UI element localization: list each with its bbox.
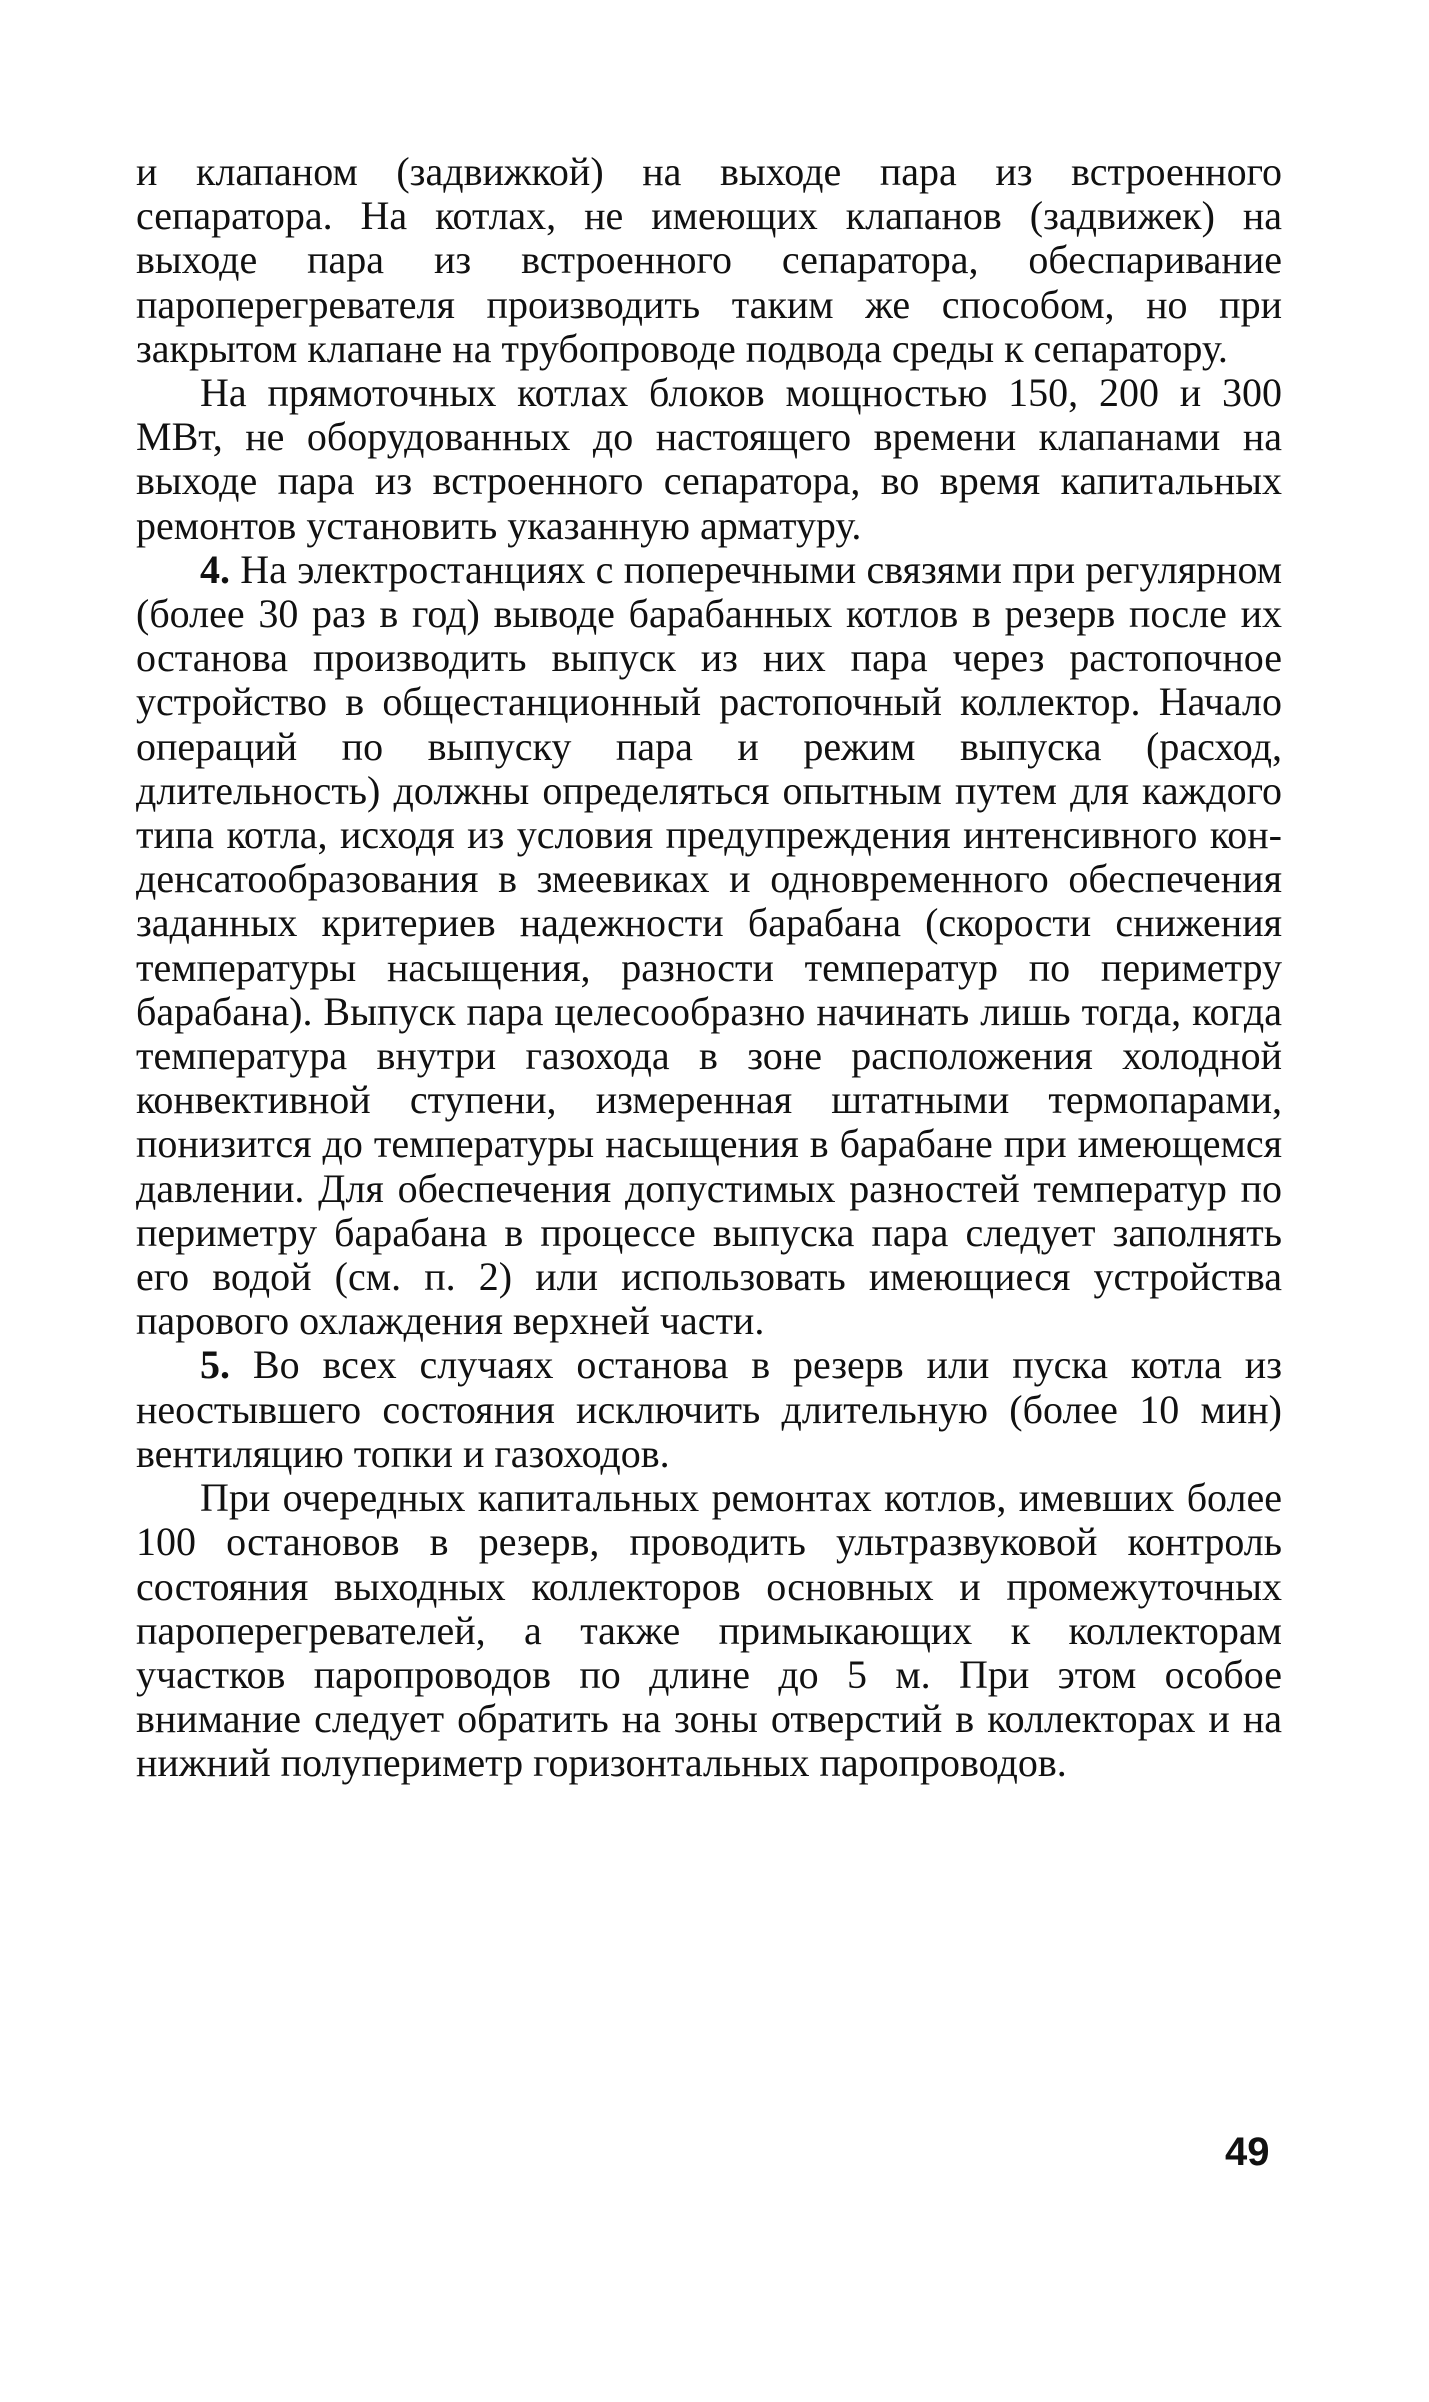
paragraph-text: На прямоточных котлах блоков мощностью 150, 200 и 300 МВт, не оборудованных до настоящего времени клапанами на выходе пара из встроенного сепаратора, во время капитальных ремонтов установить указанную арматуру. [136,370,1282,548]
paragraph-continuation [136,150,1282,371]
page-body [136,150,1282,1786]
paragraph-direct-flow-boilers [136,371,1282,548]
paragraph-text: При очередных капитальных ремонтах котлов, имевших более 100 остановов в резерв, проводить ультразвуковой контроль состояния выходных коллекторов основных и промежуточных пароперегревателей, а также примыкающих к коллекторам участков паропроводов по длине до 5 м. При этом особое внимание следует обратить на зоны отверстий в коллекторах и на нижний полупериметр горизонтальных паропроводов. [136,1475,1282,1786]
paragraph-number: 4. [200,546,230,592]
paragraph-item-4 [136,548,1282,1344]
paragraph-text: На электростанциях с поперечными связями при регулярном (более 30 раз в год) выводе барабанных котлов в резерв после их останова производить выпуск из них пара через растопочное устройство в общестанционный растопочный коллектор. Начало операций по выпуску пара и режим выпуска (расход, длительность) должны определяться опытным путем для каждого типа котла, исходя из условия предупреждения интенсивного конденсатообразования в змеевиках и одновременного обеспечения заданных критериев надежности барабана (скорости снижения температуры насыщения, разности температур по периметру барабана). Выпуск пара целесообразно начинать лишь тогда, когда температура внутри газохода в зоне расположения холодной конвективной ступени, измеренная штатными термопарами, понизится до температуры насыщения в барабане при имеющемся давлении. Для обеспечения допустимых разностей температур по периметру барабана в процессе выпуска пара следует заполнять его водой (см. п. 2) или использовать имеющиеся устройства парового охлаждения верхней части. [136,546,1282,1344]
paragraph-number: 5. [200,1342,230,1388]
paragraph-ultrasonic-control [136,1476,1282,1785]
paragraph-text: Во всех случаях останова в резерв или пуска котла из неостывшего состояния исключить длительную (более 10 мин) вентиляцию топки и газоходов. [136,1342,1282,1476]
paragraph-text: и клапаном (задвижкой) на выходе пара из встроенного сепаратора. На котлах, не имеющих клапанов (задвижек) на выходе пара из встроенного сепаратора, обеспаривание пароперегревателя производить таким же способом, но при закрытом клапане на трубопроводе подвода среды к сепаратору. [136,149,1282,371]
paragraph-item-5 [136,1343,1282,1476]
page-number: 49 [1225,2130,1270,2174]
